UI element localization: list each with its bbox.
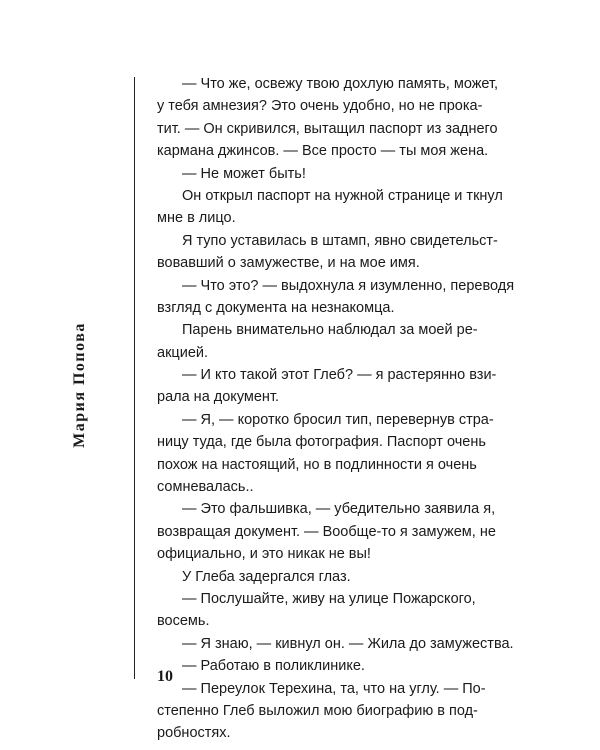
- text-line: У Глеба задергался глаз.: [182, 568, 351, 585]
- text-line: — Что же, освежу твою дохлую память, может,: [182, 76, 499, 92]
- text-line: тит. — Он скривился, вытащил паспорт из заднего: [157, 120, 498, 137]
- text-line: степенно Глеб выложил мою биографию в под-: [157, 702, 478, 719]
- text-line: восемь.: [157, 613, 210, 630]
- text-line: акцией.: [157, 344, 209, 361]
- text-line: у тебя амнезия? Это очень удобно, но не прока-: [157, 98, 483, 115]
- text-line: Парень внимательно наблюдал за моей ре-: [182, 322, 478, 339]
- text-line: взгляд с документа на незнакомца.: [157, 299, 395, 316]
- text-line: Я тупо уставилась в штамп, явно свидетельст-: [182, 232, 498, 249]
- text-line: возвращая документ. — Вообще-то я замужем, не: [157, 523, 496, 540]
- text-line: — Я знаю, — кивнул он. — Жила до замужества.: [182, 635, 514, 652]
- text-line: — Переулок Терехина, та, что на углу. — По-: [182, 680, 486, 697]
- text-line: сомневалась..: [157, 479, 254, 496]
- text-line: рала на документ.: [157, 389, 280, 406]
- text-line: — Работаю в поликлинике.: [182, 658, 365, 675]
- text-line: похож на настоящий, но в подлинности я очень: [157, 456, 477, 473]
- text-line: — Послушайте, живу на улице Пожарского,: [182, 590, 476, 607]
- text-line: кармана джинсов. — Все просто — ты моя жена.: [157, 143, 489, 160]
- text-line: официально, и это никак не вы!: [157, 546, 371, 563]
- text-line: — Не может быть!: [182, 165, 306, 182]
- text-line: робностях.: [157, 725, 231, 742]
- text-line: ницу туда, где была фотография. Паспорт очень: [157, 434, 486, 451]
- text-line: Он открыл паспорт на нужной странице и ткнул: [182, 187, 503, 204]
- text-line: — Это фальшивка, — убедительно заявила я,: [182, 501, 496, 518]
- text-line: мне в лицо.: [157, 210, 236, 227]
- text-line: вовавший о замужестве, и на мое имя.: [157, 255, 420, 272]
- margin-rule: [134, 77, 135, 679]
- author-name: Мария Попова: [71, 322, 88, 448]
- text-line: — Я, — коротко бросил тип, перевернув стра-: [182, 411, 494, 428]
- body-text: [157, 73, 515, 745]
- text-line: — И кто такой этот Глеб? — я растерянно взи-: [182, 367, 497, 384]
- text-line: — Что это? — выдохнула я изумленно, переводя: [182, 277, 515, 294]
- page-number: 10: [157, 668, 173, 685]
